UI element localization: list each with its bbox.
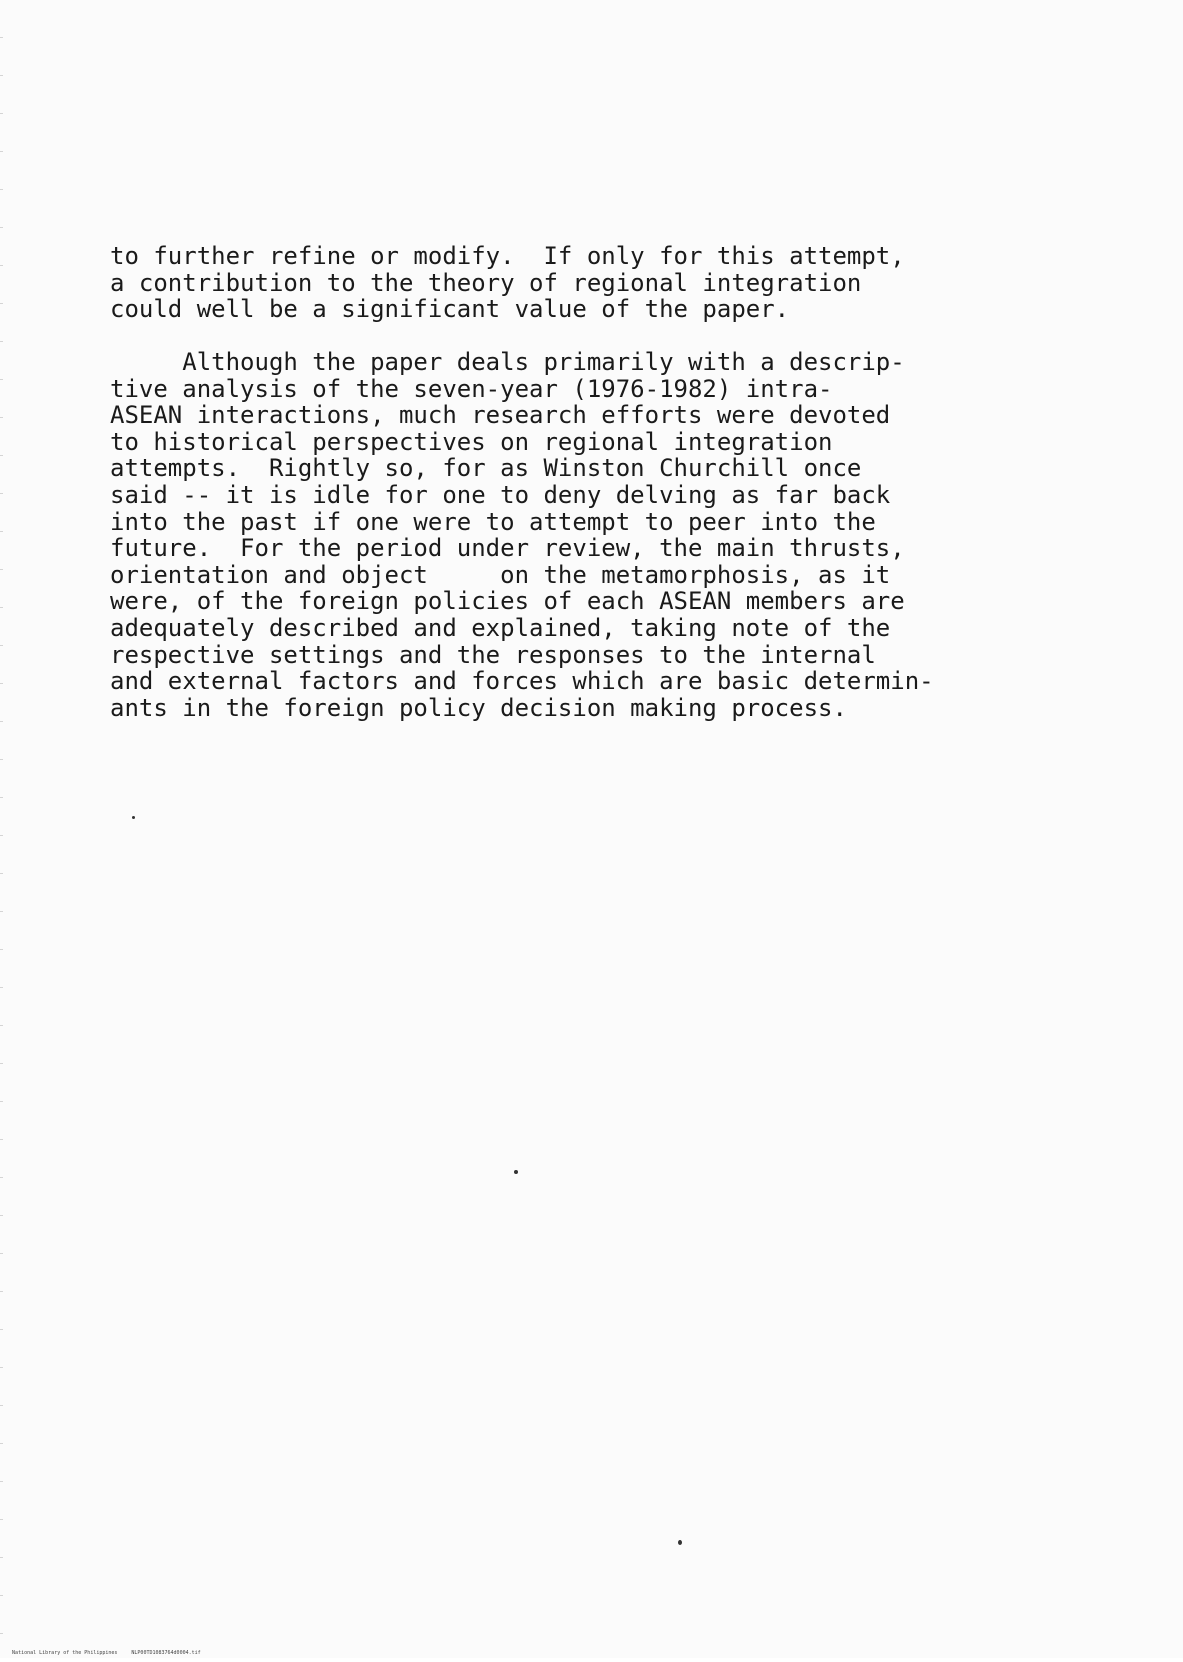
text-line: respective settings and the responses to the internal (110, 640, 876, 669)
paragraph-1 (110, 243, 905, 323)
text-line: to further refine or modify. If only for this attempt, (110, 242, 905, 270)
footer-library: National Library of the Philippines (12, 1650, 118, 1656)
text-line: ASEAN interactions, much research efforts were devoted (110, 401, 891, 430)
text-line: a contribution to the theory of regional integration (110, 268, 862, 297)
scan-footer (0, 1644, 215, 1662)
text-line: could well be a significant value of the paper. (110, 295, 790, 324)
text-line: were, of the foreign policies of each ASEAN members are (110, 587, 905, 616)
text-line: said -- it is idle for one to deny delving as far back (110, 480, 891, 509)
paragraph-2 (110, 349, 934, 721)
footer-file-id: NLP00TD1083764d0004.tif (131, 1650, 201, 1656)
scan-speck (678, 1540, 682, 1545)
text-line: tive analysis of the seven-year (1976-1982) intra- (110, 374, 833, 403)
text-line: and external factors and forces which are basic determin- (110, 667, 934, 696)
text-line: orientation and object on the metamorphosis, as it (110, 560, 891, 589)
text-line: to historical perspectives on regional integration (110, 427, 833, 456)
scan-speck (514, 1170, 518, 1174)
text-line: into the past if one were to attempt to peer into the (110, 507, 876, 536)
text-line: adequately described and explained, taking note of the (110, 613, 891, 642)
text-line: future. For the period under review, the main thrusts, (110, 534, 905, 563)
text-line: Although the paper deals primarily with a descrip- (110, 348, 905, 376)
scan-edge (0, 0, 3, 1658)
scan-speck (132, 816, 135, 819)
text-line: attempts. Rightly so, for as Winston Churchill once (110, 454, 862, 483)
text-line: ants in the foreign policy decision making process. (110, 693, 847, 722)
